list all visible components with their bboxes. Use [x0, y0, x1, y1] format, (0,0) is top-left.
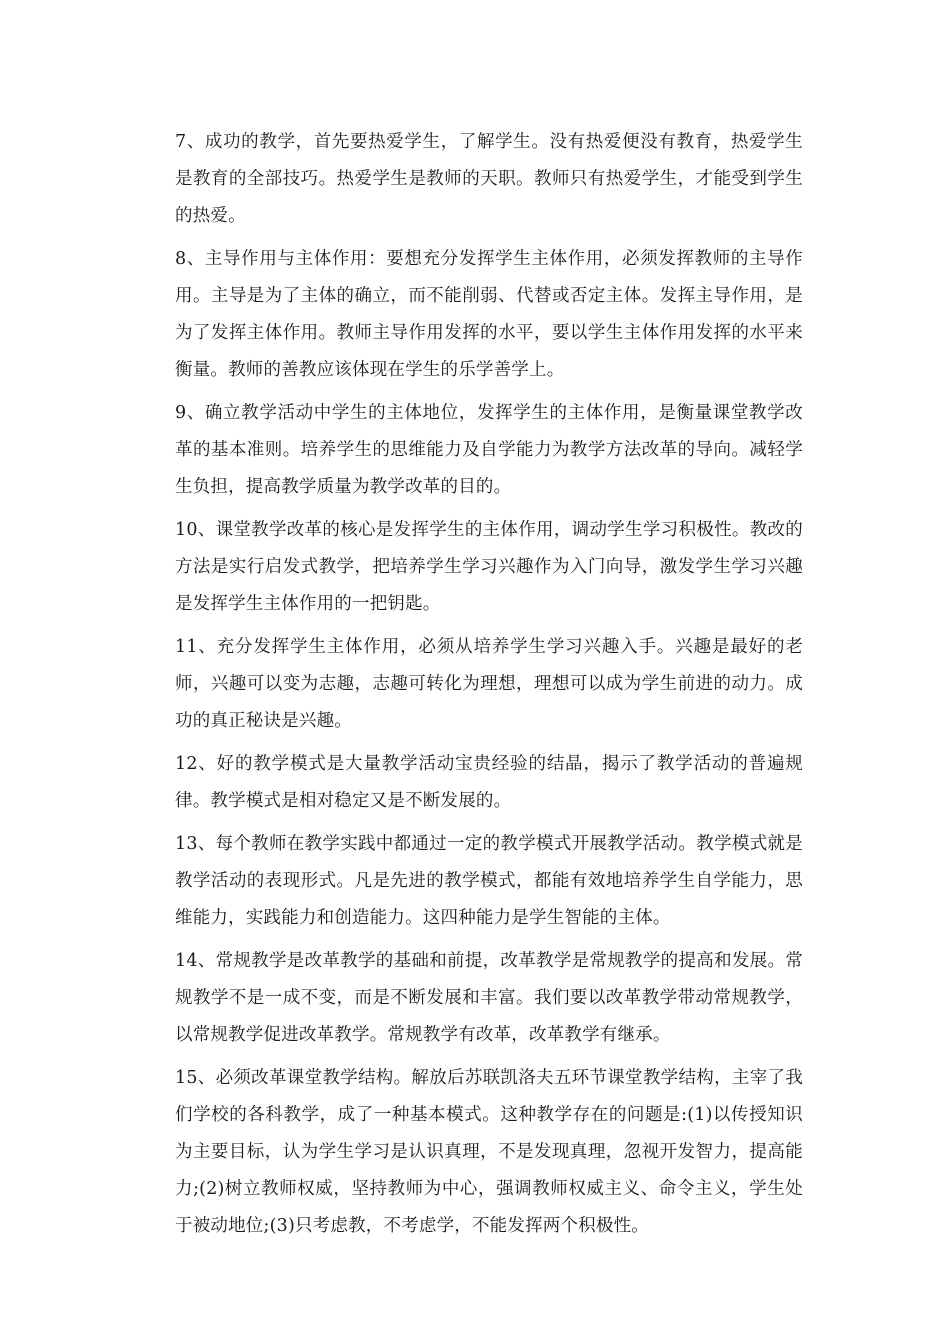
paragraph-14: 14、常规教学是改革教学的基础和前提，改革教学是常规教学的提高和发展。常规教学不是一成不变，而是不断发展和丰富。我们要以改革教学带动常规教学，以常规教学促进改革教学。常规教学有改革，改革教学有继承。 [175, 951, 803, 1045]
paragraph-7: 7、成功的教学，首先要热爱学生，了解学生。没有热爱便没有教育，热爱学生是教育的全部技巧。热爱学生是教师的天职。教师只有热爱学生，才能受到学生的热爱。 [175, 132, 803, 226]
paragraph-11: 11、充分发挥学生主体作用，必须从培养学生学习兴趣入手。兴趣是最好的老师，兴趣可以变为志趣，志趣可转化为理想，理想可以成为学生前进的动力。成功的真正秘诀是兴趣。 [175, 637, 803, 731]
paragraph-12: 12、好的教学模式是大量教学活动宝贵经验的结晶，揭示了教学活动的普遍规律。教学模式是相对稳定又是不断发展的。 [175, 754, 803, 811]
document-body [175, 124, 803, 1251]
paragraph-13: 13、每个教师在教学实践中都通过一定的教学模式开展教学活动。教学模式就是教学活动的表现形式。凡是先进的教学模式，都能有效地培养学生自学能力，思维能力，实践能力和创造能力。这四种能力是学生智能的主体。 [175, 834, 803, 928]
paragraph-10: 10、课堂教学改革的核心是发挥学生的主体作用，调动学生学习积极性。教改的方法是实行启发式教学，把培养学生学习兴趣作为入门向导，激发学生学习兴趣是发挥学生主体作用的一把钥匙。 [175, 520, 803, 614]
paragraph-8: 8、主导作用与主体作用：要想充分发挥学生主体作用，必须发挥教师的主导作用。主导是为了主体的确立，而不能削弱、代替或否定主体。发挥主导作用，是为了发挥主体作用。教师主导作用发挥的水平，要以学生主体作用发挥的水平来衡量。教师的善教应该体现在学生的乐学善学上。 [175, 249, 803, 380]
paragraph-9: 9、确立教学活动中学生的主体地位，发挥学生的主体作用，是衡量课堂教学改革的基本准则。培养学生的思维能力及自学能力为教学方法改革的导向。减轻学生负担，提高教学质量为教学改革的目的。 [175, 403, 803, 497]
paragraph-15: 15、必须改革课堂教学结构。解放后苏联凯洛夫五环节课堂教学结构，主宰了我们学校的各科教学，成了一种基本模式。这种教学存在的问题是:(1)以传授知识为主要目标，认为学生学习是认识真理，不是发现真理，忽视开发智力，提高能力;(2)树立教师权威，坚持教师为中心，强调教师权威主义、命令主义，学生处于被动地位;(3)只考虑教，不考虑学，不能发挥两个积极性。 [175, 1068, 803, 1236]
